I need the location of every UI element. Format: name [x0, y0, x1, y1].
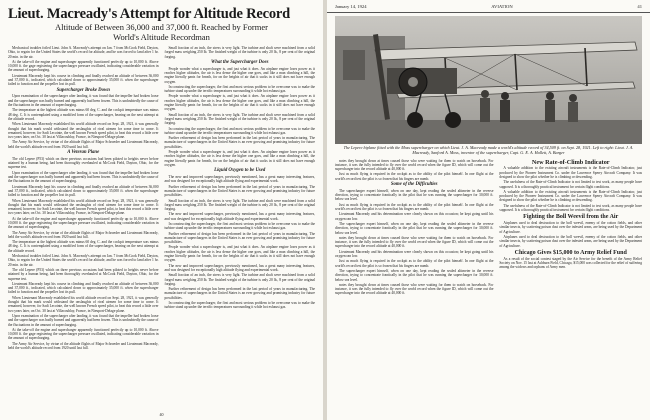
left-columns — [8, 46, 315, 351]
paragraph: notes they brought down at times caused those who were waiting for them to watch on horseback. For instance, it was the fully intended to fly over the world record when the figure ID, which will come out the supercharger into the record altitude at 40,000 ft. — [335, 235, 494, 249]
supercharger-hub — [408, 77, 418, 87]
subheading: Some of the Difficulties — [390, 182, 438, 188]
paragraph: A valuable addition to the existing aircraft instruments is the Rate-of-Climb Indicator, just produced by the Pioneer Instrument Co. under the Lawrence Sperry Aircraft Company. It was designed to show the pilot whether he is climbing or descending. — [499, 189, 642, 203]
subheading: New Rate-of-Climb Indicator — [531, 158, 610, 166]
paragraph: When Lieutenant Macready established his world altitude record on Sept. 28, 1921, it was generally thought that his mark would withstand the onslaughts of rival airmen for some time to come. It remained, however, for Sadi Lecointe, the well known French speed pilot, to beat this record a little over two years later, on Oct. 30 last at Villacoublay, France, in Nieuport-Delage plane. — [8, 198, 159, 216]
paragraph: Lieutenant Macready and his determination were clearly shown on this occasion; he kept going until his oxygen ran low. — [335, 212, 494, 221]
person-barger — [568, 94, 578, 122]
right-column-1 — [335, 159, 493, 297]
subheading: Liquid Oxygen to be Used — [214, 168, 266, 174]
ground — [335, 120, 642, 144]
subheading: Supercharger Broke Down — [56, 87, 110, 93]
paragraph: People wonder what a supercharger is, and just what it does. An airplane engine loses power as it reaches higher altitudes, the air is less dense the higher one goes, and like a man climbing a hill, the engine literally pants for breath, for on the heights of air that it sucks in it still does not have enough oxygen. — [164, 94, 315, 112]
right-columns — [327, 159, 650, 297]
paragraph: The Army Air Service, by virtue of the altitude flights of Major Schroeder and Lieutenant Macready, held the world's altitude record from 1920 until last fall. — [8, 341, 159, 350]
paragraph: When Lieutenant Macready established his world altitude record on Sept. 28, 1921, it was generally thought that his mark would withstand the onslaughts of rival airmen for some time to come. It remained, however, for Sadi Lecointe, the well known French speed pilot, to beat this record a little over two years later, on Oct. 30 last at Villacoublay, France, in Nieuport-Delage plane. — [8, 122, 159, 140]
paragraph: The usefulness of the Rate-of-Climb Indicator is not limited to test work, as many people have supposed. It is a thoroughly practical instrument for certain flight conditions. — [499, 203, 642, 213]
article-headline: Lieut. Macready's Attempt for Altitude Record — [8, 6, 291, 22]
page-number: 41 — [637, 4, 642, 9]
paragraph: Airplanes used to deal destruction to the boll weevil, enemy of the cotton fields, and other similar insects, by scattering poison dust over the infested areas, are being used by the Department of Agriculture. — [499, 221, 642, 234]
paragraph: The old Lepere (P53) which on three previous occasions had been piloted to heights never before attained by a human being, had been thoroughly overhauled at McCook Field, Dayton, Ohio, for the supreme test. — [8, 267, 159, 281]
right-column-2 — [499, 159, 642, 297]
paragraph: The supercharger expert himself, when on one day, kept reading the sealed altimeter in the reverse direction, trying to concentrate frantically in the pilot that he was running the supercharger for 30,000 ft. below sea level. — [335, 221, 494, 235]
paragraph: Small fraction of an inch, the stress is very light. The turbine and shaft were machined from a solid forged mass weighing 250 lb. The finished weight of the turbine is only 20 lb., 8 per cent of the original forging. — [164, 273, 315, 286]
paragraph: At the take-off the engine and supercharger apparently functioned perfectly up to 10,000 ft. Above 10,000 ft. the gage registering the supercharger pressure oscillated, indicating considerable variation in the amount of supercharging. — [8, 216, 159, 230]
paragraph: Upon examination of the supercharger after landing, it was found that the impeller had broken loose and the supercharger was badly burned and apparently had been frozen. This is undoubtedly the cause of the fluctuations in the amount of supercharging. — [8, 313, 159, 327]
paragraph: Upon examination of the supercharger after landing, it was found that the impeller had broken loose and the supercharger was badly burned and apparently had been frozen. This is undoubtedly the cause of the fluctuations in the amount of supercharging. — [8, 94, 159, 108]
paragraph: The supercharger expert himself, when on one day, kept reading the sealed altimeter in the reverse direction, trying to concentrate frantically in the pilot that he was running the supercharger for 30,000 ft. below sea level. — [335, 268, 494, 282]
paragraph: notes they brought down at times caused those who were waiting for them to watch on horseback. For instance, it was the fully intended to fly over the world record when the figure ID, which will come out the supercharger into the record altitude at 40,000 ft. — [335, 158, 494, 172]
paragraph: Mechanical troubles foiled Lieut. John A. Macready's attempt on Jan. 7 from McCook Field, Dayton, Ohio, to regain for the United States the world's record for altitude, and he was forced to land after 1 hr. 20 min. in the air. — [8, 254, 159, 267]
paragraph: The Army Air Service, by virtue of the altitude flights of Major Schroeder and Lieutenant Macready, held the world's altitude record from 1920 until last fall. — [8, 140, 159, 149]
hangar-window — [343, 50, 365, 80]
paragraph: Small fraction of an inch, the stress is very light. The turbine and shaft were machined from a solid forged mass weighing 250 lb. The finished weight of the turbine is only 20 lb., 8 per cent of the original forging. — [164, 198, 315, 212]
subheading: Chicago Gives $15,000 to Army Relief Fund — [514, 249, 627, 256]
page-number: 40 — [159, 412, 164, 417]
person-moss — [500, 92, 510, 122]
paragraph: People wonder what a supercharger is, and just what it does. An airplane engine loses power as it reaches higher altitudes, the air is less dense the higher one goes, and like a man climbing a hill, the engine literally pants for breath, for on the heights of air that it sucks in it still does not have enough oxygen. — [164, 150, 315, 167]
paragraph: Just as much flying is required in the cockpit as to the ability of the pilot himself. In one flight at the world's record test the pilot is so frozen that his fingers are numb. — [335, 202, 494, 212]
left-column-1 — [8, 46, 159, 351]
subheading: Fighting the Boll Weevil from the Air — [523, 214, 619, 221]
running-date: January 14, 1924 — [335, 4, 367, 9]
paragraph: Lieutenant Macready kept his course in climbing and finally reached an altitude of between 36,000 and 37,000 ft., indicated, which calculated down to approximately 35,000 ft. when the supercharger failed to function and the propeller lost its pull. — [8, 281, 159, 295]
paragraph: Mechanical troubles foiled Lieut. John A. Macready's attempt on Jan. 7 from McCook Field, Dayton, Ohio, to regain for the United States the world's record for altitude, and he was forced to land after 1 hr. 20 min. in the air. — [8, 46, 159, 59]
paragraph: At the take-off the engine and supercharger apparently functioned perfectly up to 10,000 ft. Above 10,000 ft. the gage registering the supercharger pressure oscillated, indicating considerable variation in the amount of supercharging. — [8, 327, 159, 341]
paragraph: Small fraction of an inch, the stress is very light. The turbine and shaft were machined from a solid forged mass weighing 250 lb. The finished weight of the turbine is only 20 lb., 8 per cent of the original forging. — [164, 112, 315, 126]
right-page — [327, 0, 650, 420]
paragraph: The new and improved supercharger, previously mentioned, has a great many interesting features, and was designed for exceptionally high altitude flying and experimental work. — [164, 212, 315, 221]
paragraph: Small fraction of an inch, the stress is very light. The turbine and shaft were machined from a solid forged mass weighing 250 lb. The finished weight of the turbine is only 20 lb., 8 per cent of the original forging. — [164, 46, 315, 59]
paragraph: Airplanes used to deal destruction to the boll weevil, enemy of the cotton fields, and other similar insects, by scattering poison dust over the infested areas, are being used by the Department of Agriculture. — [499, 235, 642, 248]
paragraph: As a result of the social contest staged by the Air Service for the benefit of the Army Relief Society on Nov. 15 last at Ashburn Field, Chicago, $15,000 was collected for the relief of suffering among the widows and orphans of Army men. — [499, 256, 642, 270]
paragraph: Further refinement of design has been performed in the last period of years in manufacturing. The manufacture of superchargers in the United States is an ever growing and promising industry for future possibilities. — [164, 136, 315, 149]
paragraph: Just as much flying is required in the cockpit as to the ability of the pilot himself. In one flight at the world's record test the pilot is so frozen that his fingers are numb. — [335, 172, 494, 181]
paragraph: The Army Air Service, by virtue of the altitude flights of Major Schroeder and Lieutenant Macready, held the world's altitude record from 1920 until last fall. — [8, 230, 159, 239]
paragraph: In constructing the supercharger, the first and most serious problem to be overcome was to make the turbine stand up under the terrific temperatures surrounding it while hot exhaust gas. — [164, 84, 315, 94]
running-header — [327, 0, 650, 13]
biplane-photo-illustration — [335, 16, 642, 144]
paragraph: The temperature at the highest altitude was minus 60 deg. C. and the cockpit temperature was minus 48 deg. C. It is contemplated using a modified form of the supercharger, bearing on the next attempt at the altitude record. — [8, 108, 159, 121]
paragraph: The old Lepere (P53) which on three previous occasions had been piloted to heights never before attained by a human being, had been thoroughly overhauled at McCook Field, Dayton, Ohio, for the supreme test. — [8, 156, 159, 170]
paragraph: A valuable addition to the existing aircraft instruments is the Rate-of-Climb Indicator, just produced by the Pioneer Instrument Co. under the Lawrence Sperry Aircraft Company. It was designed to show the pilot whether he is climbing or descending. — [499, 166, 642, 179]
photo-caption: The Lepere biplane fitted with the Moss supercharger on which Lieut. J. A. Macready made a world's altitude record of 34,509 ft. on Sept. 28, 1921. Left to right: Lieut. J. A. Macready, Sanford A. Moss, inventor of the supercharger, Capt. G. E. A. Hallett, A. Barger — [343, 145, 634, 155]
running-title: AVIATION — [491, 4, 513, 9]
paragraph: notes they brought down at times caused those who were waiting for them to watch on horseback. For instance, it was the fully intended to fly over the world record when the figure ID, which will come out the supercharger into the record altitude at 40,000 ft. — [335, 282, 494, 296]
person-macready — [480, 90, 490, 122]
paragraph: The usefulness of the Rate-of-Climb Indicator is not limited to test work, as many people have supposed. It is a thoroughly practical instrument for certain flight conditions. — [499, 180, 642, 189]
paragraph: Lieutenant Macready and his determination were clearly shown on this occasion; he kept going until his oxygen ran low. — [335, 249, 494, 259]
paragraph: Just as much flying is required in the cockpit as to the ability of the pilot himself. In one flight at the world's record test the pilot is so frozen that his fingers are numb. — [335, 259, 494, 268]
wheel — [407, 112, 423, 128]
paragraph: The supercharger expert himself, when on one day, kept reading the sealed altimeter in the reverse direction, trying to concentrate frantically in the pilot that he was running the supercharger for 30,000 ft. below sea level. — [335, 188, 494, 202]
person-hallett — [545, 92, 555, 122]
paragraph: Lieutenant Macready kept his course in climbing and finally reached an altitude of between 36,000 and 37,000 ft., indicated, which calculated down to approximately 35,000 ft. when the supercharger failed to function and the propeller lost its pull. — [8, 73, 159, 87]
left-page — [0, 0, 323, 420]
paragraph: Further refinement of design has been performed in the last period of years in manufacturing. The manufacture of superchargers in the United States is an ever growing and promising industry for future possibilities. — [164, 184, 315, 198]
deck-line-2: World's Altitude Recordman — [113, 31, 210, 42]
paragraph: Further refinement of design has been performed in the last period of years in manufacturing. The manufacture of superchargers in the United States is an ever growing and promising industry for future possibilities. — [164, 231, 315, 245]
paragraph: In constructing the supercharger, the first and most serious problem to be overcome was to make the turbine stand up under the terrific temperatures surrounding it while hot exhaust gas. — [164, 126, 315, 135]
wheel — [445, 112, 461, 128]
paragraph: People wonder what a supercharger is, and just what it does. An airplane engine loses power as it reaches higher altitudes, the air is less dense the higher one goes, and like a man climbing a hill, the engine literally pants for breath, for on the heights of air that it sucks in it still does not have enough oxygen. — [164, 66, 315, 84]
paragraph: People wonder what a supercharger is, and just what it does. An airplane engine loses power as it reaches higher altitudes, the air is less dense the higher one goes, and like a man climbing a hill, the engine literally pants for breath, for on the heights of air that it sucks in it still does not have enough oxygen. — [164, 245, 315, 263]
deck-line-1: Altitude of Between 36,000 and 37,000 ft. Reached by Former — [55, 22, 268, 32]
paragraph: In constructing the supercharger, the first and most serious problem to be overcome was to make the turbine stand up under the terrific temperatures surrounding it while hot exhaust gas. — [164, 221, 315, 231]
biplane-photo — [335, 16, 642, 144]
paragraph: Lieutenant Macready kept his course in climbing and finally reached an altitude of between 36,000 and 37,000 ft., indicated, which calculated down to approximately 35,000 ft. when the supercharger failed to function and the propeller lost its pull. — [8, 184, 159, 198]
paragraph: In constructing the supercharger, the first and most serious problem to be overcome was to make the turbine stand up under the terrific temperatures surrounding it while hot exhaust gas. — [164, 301, 315, 310]
paragraph: Further refinement of design has been performed in the last period of years in manufacturing. The manufacture of superchargers in the United States is an ever growing and promising industry for future possibilities. — [164, 287, 315, 300]
paragraph: The new and improved supercharger, previously mentioned, has a great many interesting features, and was designed for exceptionally high altitude flying and experimental work. — [164, 175, 315, 184]
article-deck — [8, 23, 315, 42]
paragraph: At the take-off the engine and supercharger apparently functioned perfectly up to 10,000 ft. Above 10,000 ft. the gage registering the supercharger pressure oscillated, indicating considerable variation in the amount of supercharging. — [8, 59, 159, 73]
paragraph: When Lieutenant Macready established his world altitude record on Sept. 28, 1921, it was generally thought that his mark would withstand the onslaughts of rival airmen for some time to come. It remained, however, for Sadi Lecointe, the well known French speed pilot, to beat this record a little over two years later, on Oct. 30 last at Villacoublay, France, in Nieuport-Delage plane. — [8, 295, 159, 313]
subheading: A Veteran Plane — [67, 150, 100, 156]
subheading: What the Supercharger Does — [211, 59, 269, 65]
paragraph: The new and improved supercharger, previously mentioned, has a great many interesting features, and was designed for exceptionally high altitude flying and experimental work. — [164, 263, 315, 272]
paragraph: The temperature at the highest altitude was minus 60 deg. C. and the cockpit temperature was minus 48 deg. C. It is contemplated using a modified form of the supercharger, bearing on the next attempt at the altitude record. — [8, 240, 159, 253]
left-column-2 — [165, 46, 316, 351]
paragraph: Upon examination of the supercharger after landing, it was found that the impeller had broken loose and the supercharger was badly burned and apparently had been frozen. This is undoubtedly the cause of the fluctuations in the amount of supercharging. — [8, 170, 159, 184]
